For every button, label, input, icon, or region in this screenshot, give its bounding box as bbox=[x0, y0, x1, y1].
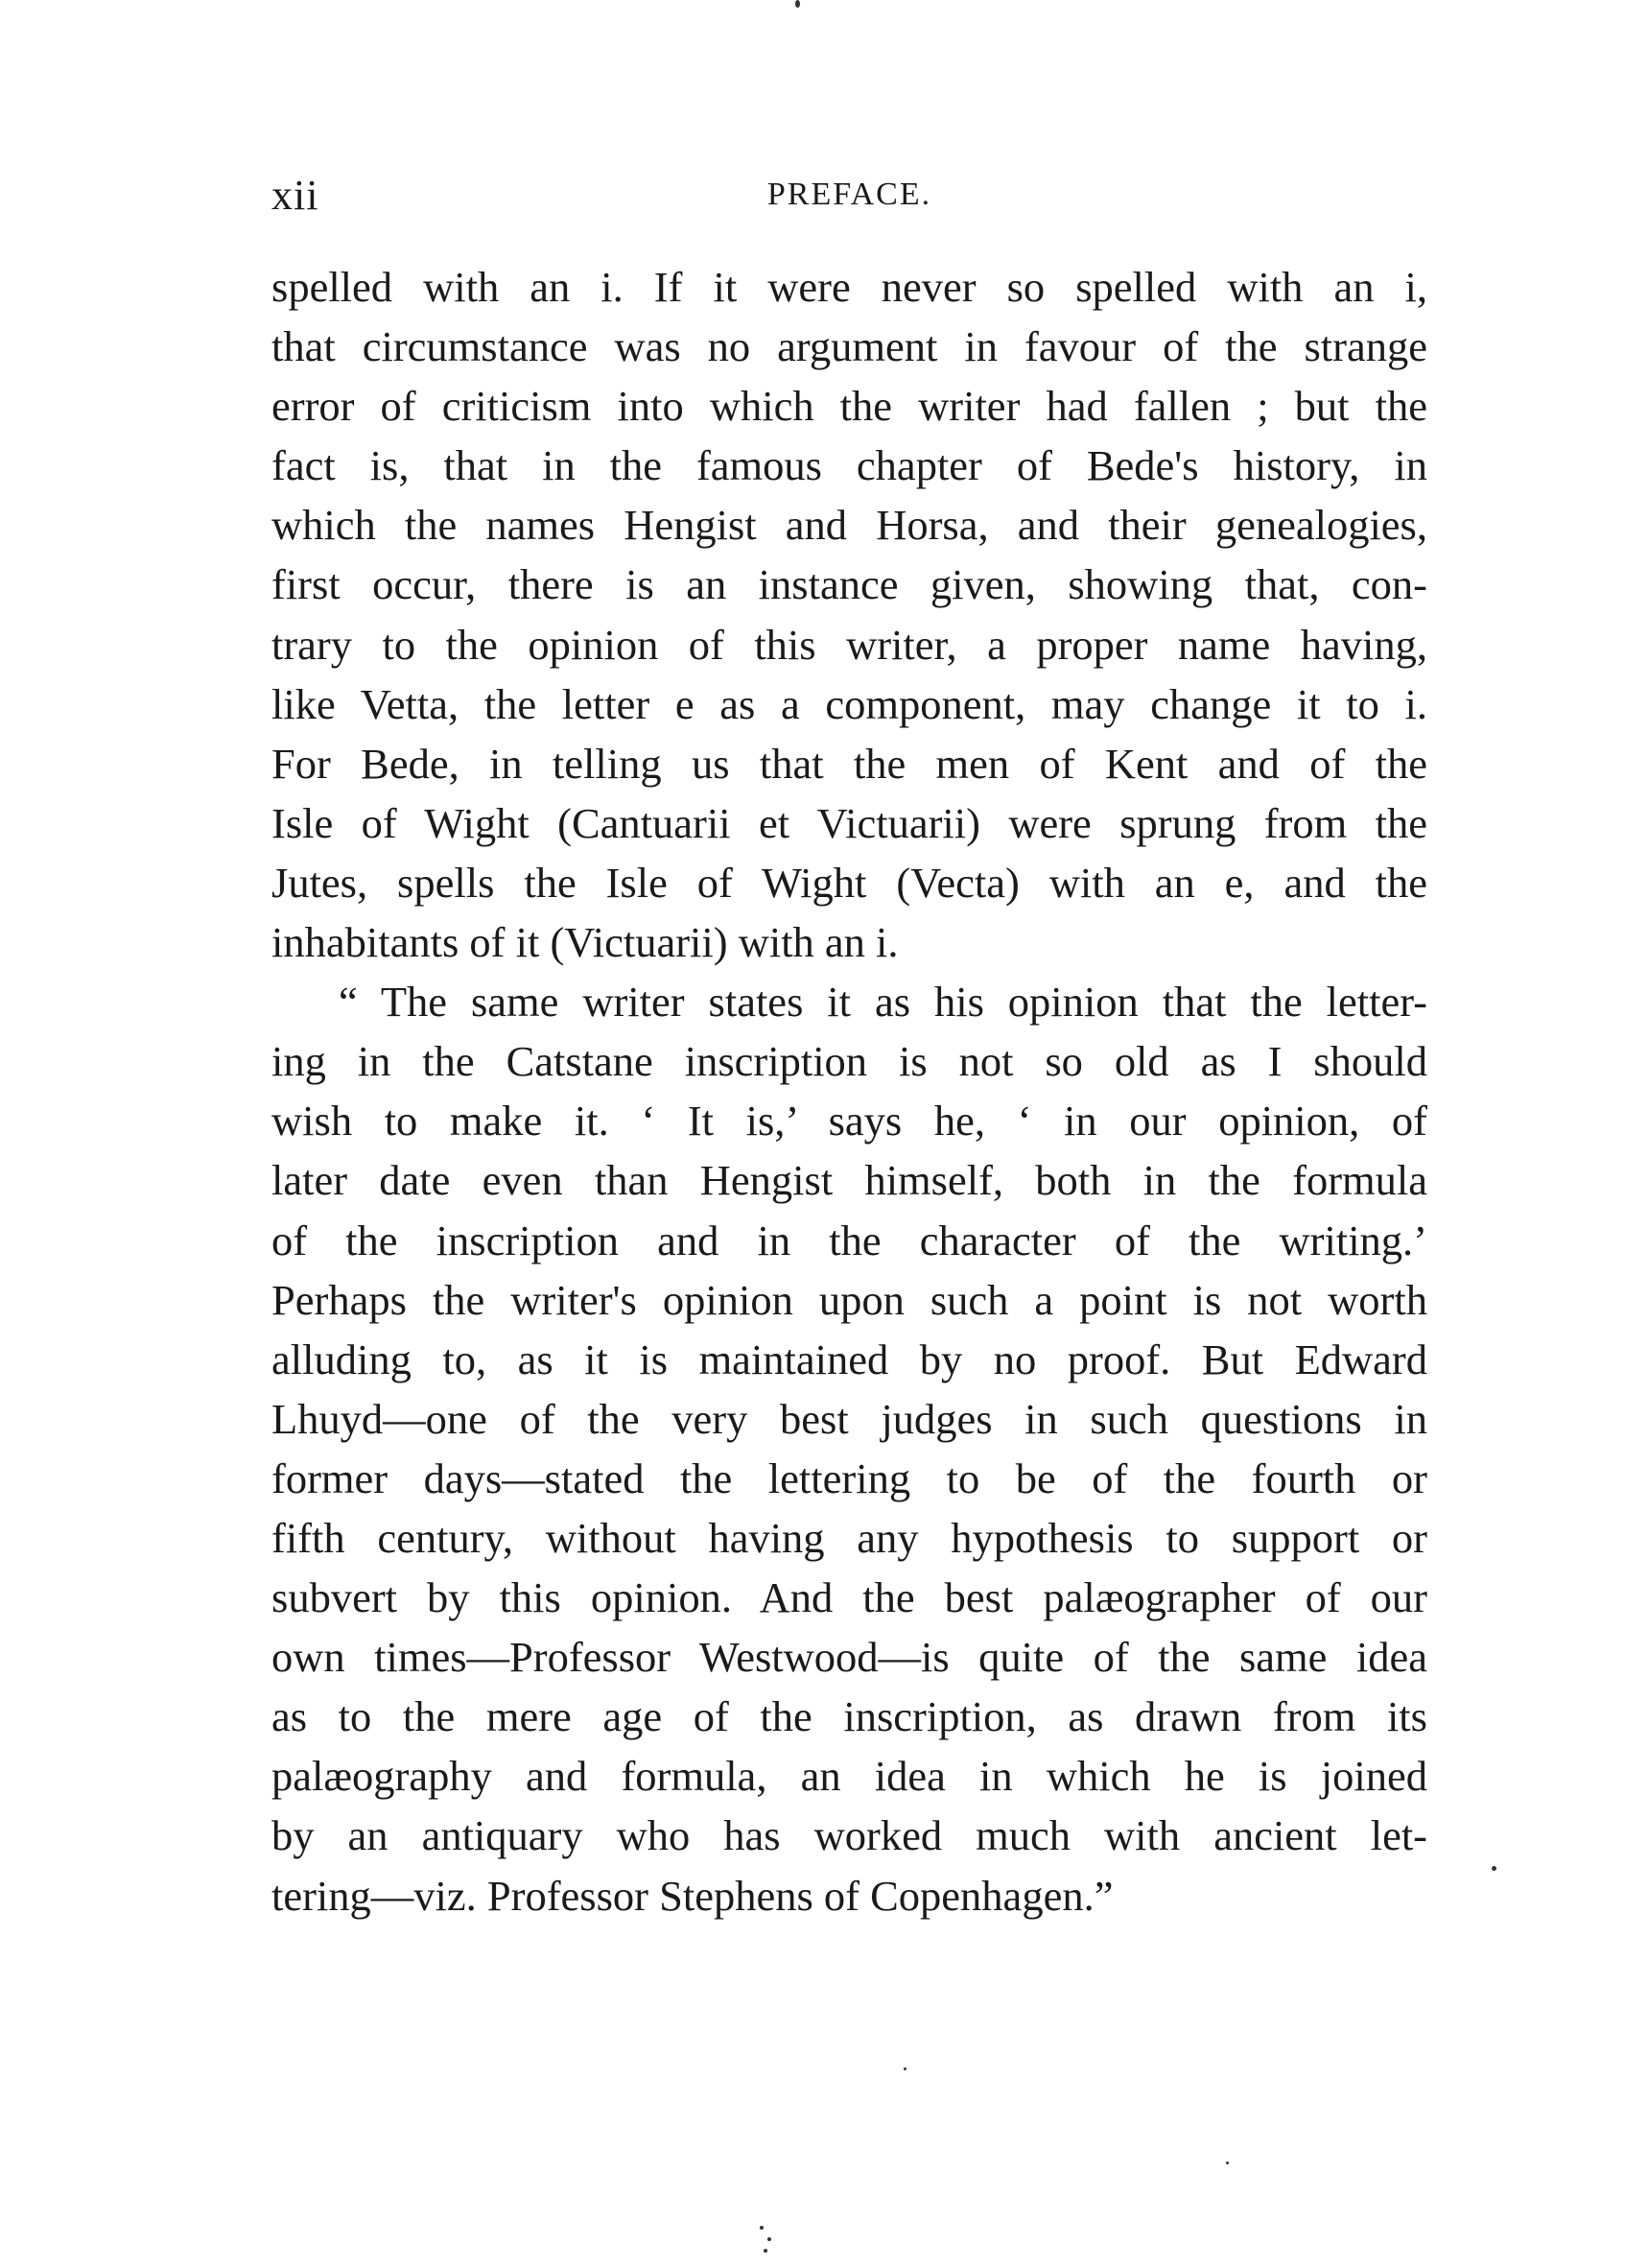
text-line: tering—viz. Professor Stephens of Copenhagen.” bbox=[271, 1871, 1114, 1920]
body-text bbox=[271, 257, 1427, 1925]
scan-speck bbox=[767, 2237, 771, 2241]
paragraph-2 bbox=[271, 972, 1427, 1925]
text-line: of the inscription and in the character of the writing.’ bbox=[271, 1216, 1427, 1264]
text-line: error of criticism into which the writer had fallen ; but the bbox=[271, 382, 1427, 431]
text-line: former days—stated the lettering to be of the fourth or bbox=[271, 1453, 1427, 1502]
scan-speck bbox=[904, 2067, 906, 2070]
text-line: trary to the opinion of this writer, a proper name having, bbox=[271, 620, 1427, 669]
text-line: by an antiquary who has worked much with ancient let- bbox=[271, 1811, 1427, 1860]
scan-speck bbox=[1492, 1866, 1496, 1871]
text-line: fact is, that in the famous chapter of Bede's history, in bbox=[271, 441, 1427, 490]
scan-speck bbox=[764, 2249, 767, 2253]
text-line: like Vetta, the letter e as a component, may change it to i. bbox=[271, 679, 1427, 728]
text-line: spelled with an i. If it were never so spelled with an i, bbox=[271, 263, 1427, 311]
scan-speck bbox=[1226, 2162, 1229, 2164]
text-line: For Bede, in telling us that the men of Kent and of the bbox=[271, 739, 1427, 788]
text-line: first occur, there is an instance given, showing that, con- bbox=[271, 560, 1427, 609]
text-line: own times—Professor Westwood—is quite of the same idea bbox=[271, 1633, 1427, 1682]
text-line: that circumstance was no argument in favour of the strange bbox=[271, 322, 1427, 371]
text-line: alluding to, as it is maintained by no proof. But Edward bbox=[271, 1335, 1427, 1383]
text-line: Jutes, spells the Isle of Wight (Vecta) with an e, and the bbox=[271, 858, 1427, 907]
scan-speck bbox=[795, 0, 800, 8]
text-line: fifth century, without having any hypothesis to support or bbox=[271, 1513, 1427, 1562]
page-number: xii bbox=[271, 172, 319, 219]
text-line: Perhaps the writer's opinion upon such a point is not worth bbox=[271, 1275, 1427, 1324]
text-line: inhabitants of it (Victuarii) with an i. bbox=[271, 918, 899, 967]
scan-speck bbox=[760, 2226, 764, 2230]
paragraph-1 bbox=[271, 257, 1427, 972]
text-line: as to the mere age of the inscription, as drawn from its bbox=[271, 1692, 1427, 1741]
running-head bbox=[271, 171, 1427, 228]
text-line: Isle of Wight (Cantuarii et Victuarii) were sprung from the bbox=[271, 798, 1427, 847]
text-line: “ The same writer states it as his opinion that the letter- bbox=[339, 978, 1427, 1027]
text-line: wish to make it. ‘ It is,’ says he, ‘ in our opinion, of bbox=[271, 1097, 1427, 1146]
running-title: PREFACE. bbox=[766, 177, 932, 212]
text-line: Lhuyd—one of the very best judges in such questions in bbox=[271, 1394, 1427, 1443]
text-line: later date even than Hengist himself, both in the formula bbox=[271, 1156, 1427, 1205]
text-line: ing in the Catstane inscription is not so old as I should bbox=[271, 1037, 1427, 1086]
text-line: which the names Hengist and Horsa, and their genealogies, bbox=[271, 501, 1427, 550]
text-line: subvert by this opinion. And the best palæographer of our bbox=[271, 1573, 1427, 1622]
text-line: palæography and formula, an idea in which he is joined bbox=[271, 1752, 1427, 1801]
